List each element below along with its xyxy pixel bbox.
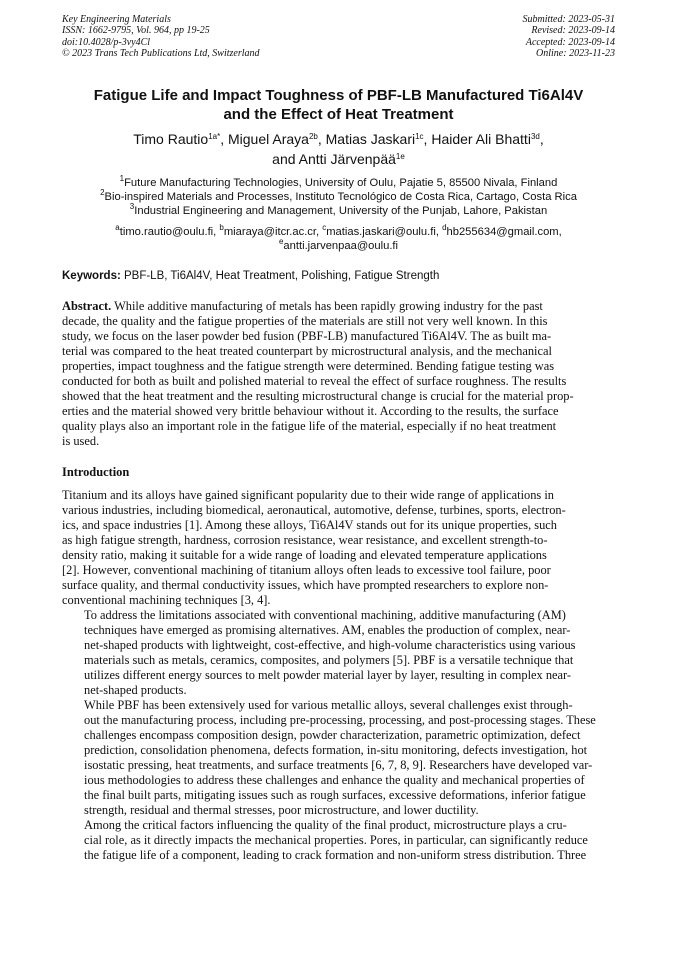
para-line: cial role, as it directly impacts the mechanical properties. Pores, in particular, can significantly reduce bbox=[84, 833, 588, 848]
author-sup: 1e bbox=[395, 152, 405, 162]
para-line: net-shaped products with lightweight, cost-effective, and high-volume characteristics using various bbox=[84, 638, 576, 653]
date-online: Online: 2023-11-23 bbox=[536, 47, 615, 59]
affiliation bbox=[62, 176, 615, 190]
journal-name: Key Engineering Materials bbox=[62, 14, 171, 25]
email-line bbox=[62, 239, 615, 253]
para-line: materials such as metals, ceramics, composites, and polymers [5]. PBF is a versatile technique that bbox=[84, 653, 574, 668]
author-name: Haider Ali Bhatti bbox=[431, 131, 531, 148]
email-sup: a bbox=[115, 223, 120, 233]
para-line: net-shaped products. bbox=[84, 683, 187, 698]
para-line: ious methodologies to address these challenges and enhance the quality and mechanical properties of bbox=[84, 773, 585, 788]
para-line: out the manufacturing process, including pre-processing, processing, and post-processing stages. These bbox=[84, 713, 596, 728]
para-line: as high fatigue strength, hardness, corrosion resistance, wear resistance, and excellent strength-to- bbox=[62, 533, 548, 548]
intro-paragraph bbox=[62, 698, 615, 818]
para-line: density ratio, making it suitable for a wide range of loading and elevated temperature applications bbox=[62, 548, 547, 563]
para-line: conventional machining techniques [3, 4]. bbox=[62, 593, 271, 608]
author-name: Miguel Araya bbox=[228, 131, 309, 148]
author-name: and Antti Järvenpää bbox=[272, 151, 396, 168]
author-sep: , bbox=[423, 131, 432, 148]
affiliation-sup: 3 bbox=[129, 202, 135, 212]
section-heading-introduction: Introduction bbox=[62, 465, 130, 480]
affiliation-sup: 2 bbox=[100, 188, 105, 198]
abstract-text: While additive manufacturing of metals has been rapidly growing industry for the past bbox=[111, 299, 543, 314]
email-link[interactable]: matias.jaskari@oulu.fi, bbox=[326, 226, 443, 239]
email-sup: d bbox=[442, 223, 447, 233]
abstract-line: conducted for both as built and polished material to reveal the effect of surface roughness. The results bbox=[62, 374, 567, 389]
keywords bbox=[62, 269, 615, 283]
affiliation bbox=[62, 204, 615, 218]
para-line: the final built parts, mitigating issues such as rough surfaces, excessive deformations, inferior fatigue bbox=[84, 788, 586, 803]
para-line: challenges encompass composition design, powder characterization, parametric optimization, defect bbox=[84, 728, 581, 743]
abstract-line: properties, impact toughness and the fatigue strength were determined. Bending fatigue testing was bbox=[62, 359, 555, 374]
abstract-line: terial was compared to the heat treated counterpart by microstructural analysis, and the mechanical bbox=[62, 344, 552, 359]
author-sup: 2b bbox=[308, 132, 318, 142]
author-name: Matias Jaskari bbox=[325, 131, 416, 148]
para-line: the fatigue life of a component, leading to crack formation and non-uniform stress distribution. Three bbox=[84, 848, 587, 863]
abstract-line: study, we focus on the laser powder bed fusion (PBF-LB) manufactured Ti6Al4V. The as built ma- bbox=[62, 329, 552, 344]
abstract-line: is used. bbox=[62, 434, 100, 449]
journal-issn: ISSN: 1662-9795, Vol. 964, pp 19-25 bbox=[62, 25, 210, 37]
abstract-line bbox=[62, 299, 615, 314]
para-line: surface quality, and thermal conductivity issues, which have prompted researchers to explore non- bbox=[62, 578, 549, 593]
para-line: strength, residual and thermal stresses, poor microstructure, and lower ductility. bbox=[84, 803, 479, 818]
affiliation-sup: 1 bbox=[119, 174, 125, 184]
para-line: Titanium and its alloys have gained significant popularity due to their wide range of applications in bbox=[62, 488, 554, 503]
abstract-line: erties and the material showed very brittle behaviour without it. According to the results, the surface bbox=[62, 404, 559, 419]
abstract-line: showed that the heat treatment and the resulting microstructural change is crucial for the material prop- bbox=[62, 389, 574, 404]
email-link[interactable]: timo.rautio@oulu.fi, bbox=[119, 226, 220, 239]
email-sup: e bbox=[278, 237, 284, 247]
abstract bbox=[62, 299, 615, 449]
date-revised: Revised: 2023-09-14 bbox=[531, 25, 615, 37]
date-accepted: Accepted: 2023-09-14 bbox=[525, 36, 615, 48]
journal-doi: doi:10.4028/p-3vy4Cl bbox=[62, 36, 151, 48]
affiliation-text: Industrial Engineering and Management, University of the Punjab, Lahore, Pakistan bbox=[134, 205, 548, 218]
author-line bbox=[62, 149, 615, 169]
journal-info bbox=[62, 14, 260, 59]
para-line: techniques have emerged as promising alternatives. AM, enables the production of complex, near- bbox=[84, 623, 571, 638]
publication-dates bbox=[523, 14, 616, 59]
para-line: isostatic pressing, heat treatments, and surface treatments [6, 7, 8, 9]. Researchers have developed var- bbox=[84, 758, 593, 773]
intro-paragraph bbox=[62, 608, 615, 698]
email-link[interactable]: antti.jarvenpaa@oulu.fi bbox=[283, 240, 399, 253]
para-line: Among the critical factors influencing the quality of the final product, microstructure plays a cru- bbox=[84, 818, 567, 833]
para-line: To address the limitations associated with conventional machining, additive manufacturing (AM) bbox=[84, 608, 566, 623]
author-sup: 1c bbox=[415, 132, 424, 142]
affiliations bbox=[62, 176, 615, 218]
para-line: utilizes different energy sources to melt powder material layer by layer, resulting in complex near- bbox=[84, 668, 572, 683]
para-line: prediction, consolidation phenomena, defects formation, in-situ monitoring, defects investigation, hot bbox=[84, 743, 588, 758]
para-line: ics, and space industries [1]. Among these alloys, Ti6Al4V stands out for its unique properties, such bbox=[62, 518, 558, 533]
author-list bbox=[62, 129, 615, 169]
journal-header bbox=[62, 14, 615, 59]
keywords-label: Keywords: bbox=[62, 270, 121, 283]
author-sup: 1a* bbox=[208, 132, 221, 142]
abstract-label: Abstract. bbox=[62, 299, 112, 314]
email-sup: c bbox=[322, 223, 327, 233]
author-sep: , bbox=[539, 131, 544, 148]
email-link[interactable]: miaraya@itcr.ac.cr, bbox=[223, 226, 323, 239]
paper-page bbox=[62, 14, 615, 863]
affiliation-text: Future Manufacturing Technologies, University of Oulu, Pajatie 5, 85500 Nivala, Finland bbox=[124, 177, 558, 190]
title-line: and the Effect of Heat Treatment bbox=[223, 106, 454, 124]
abstract-line: decade, the quality and the fatigue properties of the materials are still not very well known. In this bbox=[62, 314, 548, 329]
affiliation-text: Bio-inspired Materials and Processes, Instituto Tecnológico de Costa Rica, Cartago, Costa Rica bbox=[104, 191, 577, 204]
affiliation bbox=[62, 190, 615, 204]
journal-copyright: © 2023 Trans Tech Publications Ltd, Switzerland bbox=[62, 47, 260, 59]
title-line: Fatigue Life and Impact Toughness of PBF-LB Manufactured Ti6Al4V bbox=[93, 87, 584, 105]
author-name: Timo Rautio bbox=[133, 131, 209, 148]
email-link[interactable]: hb255634@gmail.com, bbox=[446, 226, 562, 239]
email-line bbox=[62, 225, 615, 239]
intro-paragraph bbox=[62, 818, 615, 863]
date-submitted: Submitted: 2023-05-31 bbox=[522, 14, 615, 25]
author-line bbox=[62, 129, 615, 149]
author-sup: 3d bbox=[530, 132, 540, 142]
intro-paragraph bbox=[62, 488, 615, 608]
keywords-text: PBF-LB, Ti6Al4V, Heat Treatment, Polishing, Fatigue Strength bbox=[120, 270, 440, 283]
email-sup: b bbox=[219, 223, 224, 233]
para-line: various industries, including biomedical, aeronautical, automotive, defense, turbines, sports, electron- bbox=[62, 503, 566, 518]
para-line: [2]. However, conventional machining of titanium alloys often leads to excessive tool failure, poor bbox=[62, 563, 551, 578]
abstract-line: quality plays also an important role in the fatigue life of the material, especially if no heat treatment bbox=[62, 419, 557, 434]
author-sep: , bbox=[220, 131, 228, 148]
author-sep: , bbox=[317, 131, 326, 148]
paper-title bbox=[62, 86, 615, 124]
para-line: While PBF has been extensively used for various metallic alloys, several challenges exist through- bbox=[84, 698, 573, 713]
author-emails bbox=[62, 225, 615, 253]
